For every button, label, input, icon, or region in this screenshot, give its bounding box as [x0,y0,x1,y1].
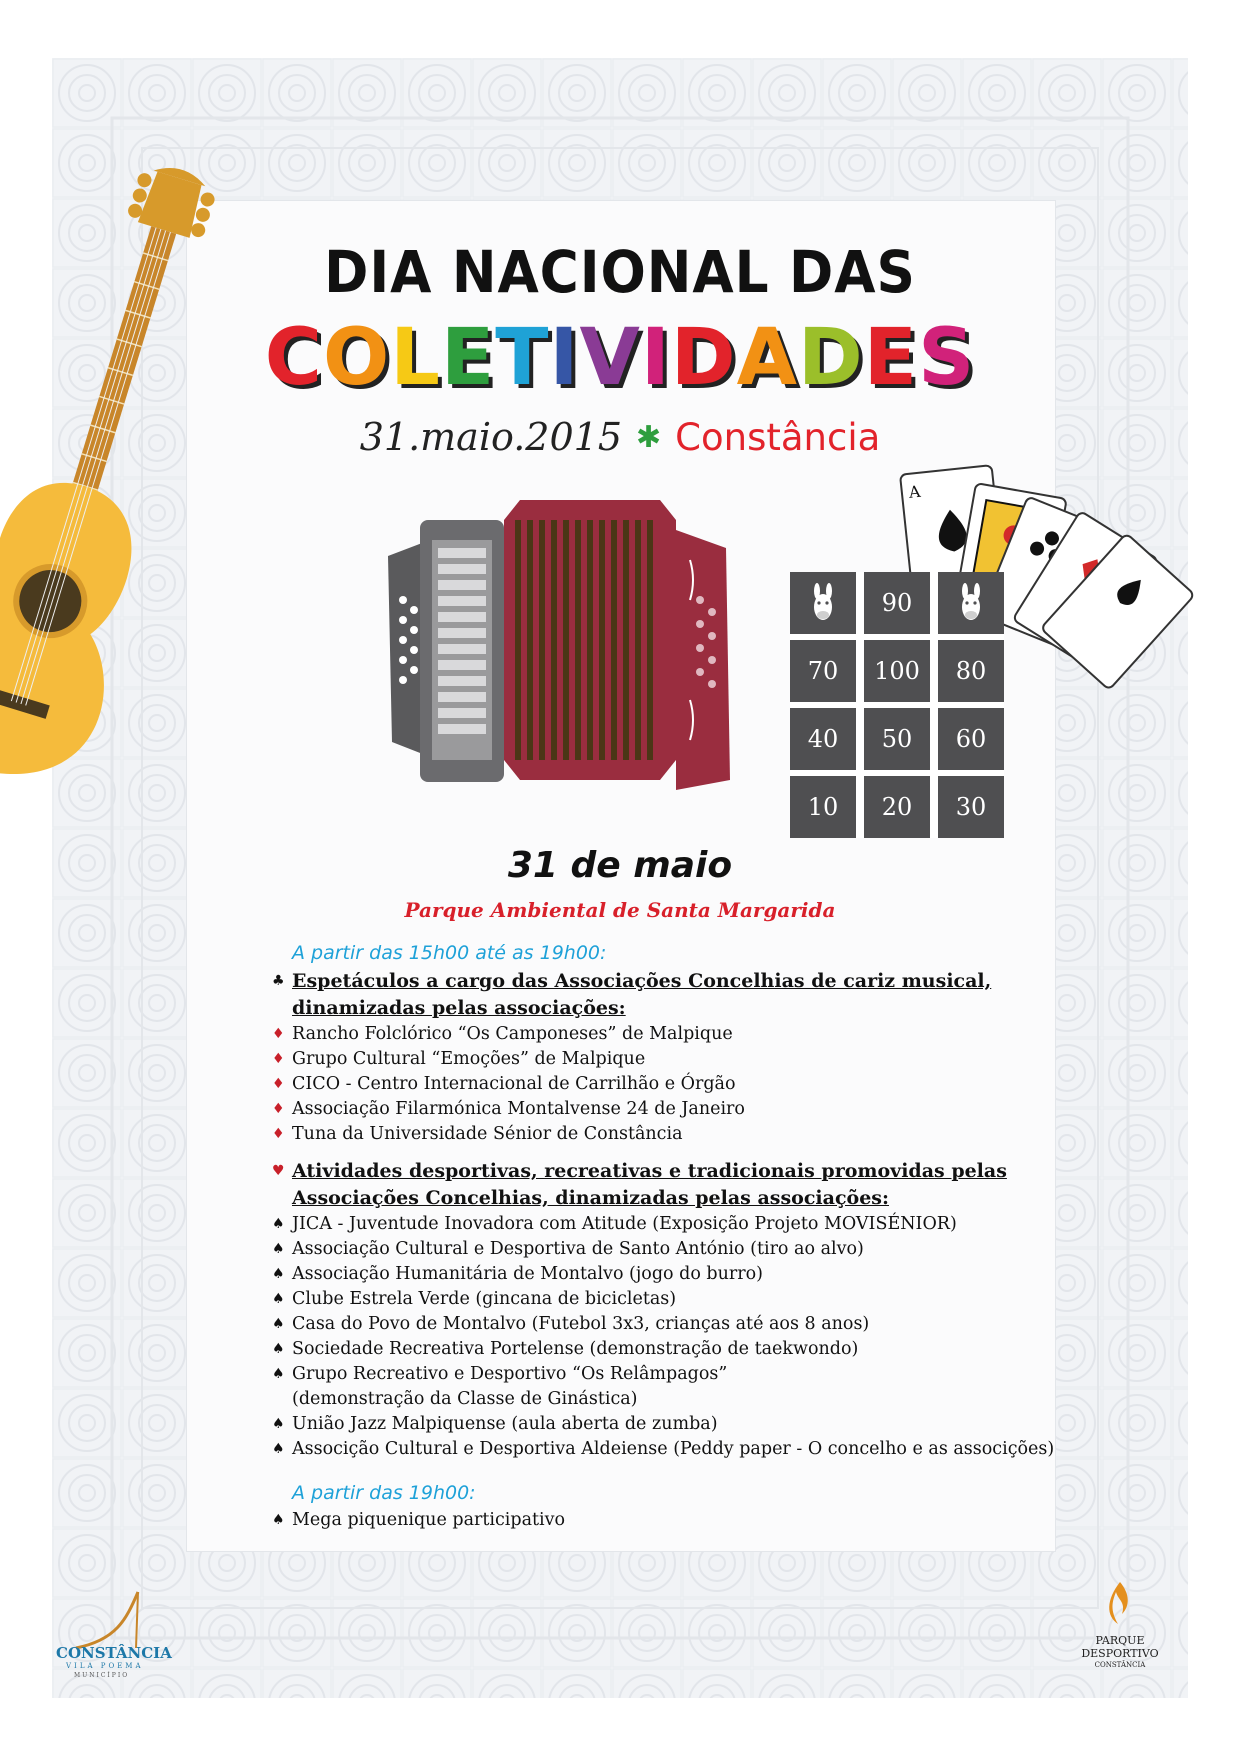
title-letter: C [264,313,323,403]
title-line-1: DIA NACIONAL DAS [324,238,916,306]
spade-bullet-icon: ♠ [272,1341,285,1357]
list-item [272,1262,1054,1287]
municipality-logo [56,1590,172,1680]
accordion-icon [388,500,730,790]
list-item [272,1212,1054,1237]
number-grid [790,572,1004,838]
list-item-text: CICO - Centro Internacional de Carrilhão e Órgão [292,1074,736,1094]
spade-bullet-icon: ♠ [272,1316,285,1332]
group2-heading-line2: Associações Concelhias, dinamizadas pelas associações: [292,1187,889,1209]
list-item-text: Tuna da Universidade Sénior de Constância [292,1124,683,1144]
date-text: 31.maio.2015 [359,415,622,459]
parque-desportivo-logo [1070,1580,1170,1684]
grid-number: 90 [864,572,930,634]
spade-bullet-icon: ♠ [272,1441,285,1457]
list-item [272,1337,1054,1362]
grid-number: 40 [790,708,856,770]
list-item [272,1412,1054,1437]
group1-heading-2 [272,995,991,1022]
title-letter: L [390,313,441,403]
group1-heading-line1: Espetáculos a cargo das Associações Concelhias de cariz musical, [292,970,992,992]
list-item [272,1237,1054,1262]
grid-number: 50 [864,708,930,770]
title-letter: V [579,313,641,403]
group1-heading [272,968,991,995]
list-item-text: Mega piquenique participativo [292,1510,566,1530]
list-item-text: União Jazz Malpiquense (aula aberta de zumba) [292,1414,718,1434]
list-item [272,1022,991,1047]
list-item-text: Grupo Cultural “Emoções” de Malpique [292,1049,646,1069]
list-item [272,1312,1054,1337]
group2-heading-2 [272,1185,1054,1212]
title-letter: I [640,313,671,403]
title-letter: D [798,313,864,403]
logo-right-line2: DESPORTIVO [1081,1647,1159,1660]
grid-number: 10 [790,776,856,838]
list-item-text: Associação Cultural e Desportiva de Santo António (tiro ao alvo) [292,1239,864,1259]
title-letter: S [918,313,976,403]
diamond-bullet-icon: ♦ [272,1126,285,1142]
list-item [272,1387,1054,1412]
title-letter: T [495,313,550,403]
section1-label: A partir das 15h00 até as 19h00: [292,942,607,964]
guitar-icon [0,146,259,796]
donkey-icon [938,572,1004,634]
spade-bullet-icon: ♠ [272,1291,285,1307]
diamond-bullet-icon: ♦ [272,1026,285,1042]
list-item-text: JICA - Juventude Inovadora com Atitude (Exposição Projeto MOVISÉNIOR) [292,1214,957,1234]
section2-list [272,1508,565,1533]
list-item-text: Associção Cultural e Desportiva Aldeiense (Peddy paper - O concelho e as associções) [292,1439,1055,1459]
logo-left-sub: VILA POEMA [66,1662,144,1670]
logo-left-name: CONSTÂNCIA [56,1644,172,1662]
grid-number: 70 [790,640,856,702]
list-item [272,1072,991,1097]
grid-number: 30 [938,776,1004,838]
donkey-icon [790,572,856,634]
grid-number: 20 [864,776,930,838]
diamond-bullet-icon: ♦ [272,1101,285,1117]
list-item-text: Associação Humanitária de Montalvo (jogo do burro) [292,1264,764,1284]
list-item-text: (demonstração da Classe de Ginástica) [292,1389,638,1409]
group2-list [272,1158,1054,1462]
grid-number: 60 [938,708,1004,770]
list-item-text: Rancho Folclórico “Os Camponeses” de Malpique [292,1024,733,1044]
spade-bullet-icon: ♠ [272,1216,285,1232]
card-label: A [907,481,922,502]
list-item [272,1097,991,1122]
section2-label: A partir das 19h00: [292,1482,476,1504]
spade-bullet-icon: ♠ [272,1512,285,1528]
title-letter: E [863,313,919,403]
logo-right-line1: PARQUE [1095,1634,1145,1647]
list-item [272,1437,1054,1462]
list-item [272,1287,1054,1312]
spade-bullet-icon: ♠ [272,1241,285,1257]
event-date: 31 de maio [507,845,733,886]
list-item-text: Sociedade Recreativa Portelense (demonstração de taekwondo) [292,1339,859,1359]
star-icon: ✱ [636,420,662,455]
list-item-text: Clube Estrela Verde (gincana de bicicletas) [292,1289,677,1309]
diamond-bullet-icon: ♦ [272,1051,285,1067]
title-letter: I [549,313,580,403]
heart-bullet-icon: ♥ [272,1163,285,1179]
list-item-text: Grupo Recreativo e Desportivo “Os Relâmpagos” [292,1364,728,1384]
logo-left-sub2: MUNICÍPIO [74,1672,130,1679]
spade-bullet-icon: ♠ [272,1366,285,1382]
logo-right-line3: CONSTÂNCIA [1094,1661,1146,1669]
group1-list [272,968,991,1147]
group2-heading-line1: Atividades desportivas, recreativas e tradicionais promovidas pelas [292,1160,1007,1182]
group1-heading-line2: dinamizadas pelas associações: [292,997,626,1019]
list-item [272,1047,991,1072]
grid-number: 80 [938,640,1004,702]
event-venue: Parque Ambiental de Santa Margarida [404,898,836,922]
list-item-text: Associação Filarmónica Montalvense 24 de Janeiro [292,1099,745,1119]
grid-number: 100 [864,640,930,702]
title-letter: A [736,313,799,403]
title-letter: D [670,313,737,403]
list-item [272,1362,1054,1387]
group2-heading [272,1158,1054,1185]
list-item [272,1508,565,1533]
place-text: Constância [675,416,881,459]
title-letter: E [440,313,496,403]
spade-bullet-icon: ♠ [272,1416,285,1432]
list-item-text: Casa do Povo de Montalvo (Futebol 3x3, crianças até aos 8 anos) [292,1314,870,1334]
flame-icon [1100,1580,1140,1630]
list-item [272,1122,991,1147]
spade-bullet-icon: ♠ [272,1266,285,1282]
title-letter: O [322,313,391,403]
club-bullet-icon: ♣ [272,973,285,989]
diamond-bullet-icon: ♦ [272,1076,285,1092]
